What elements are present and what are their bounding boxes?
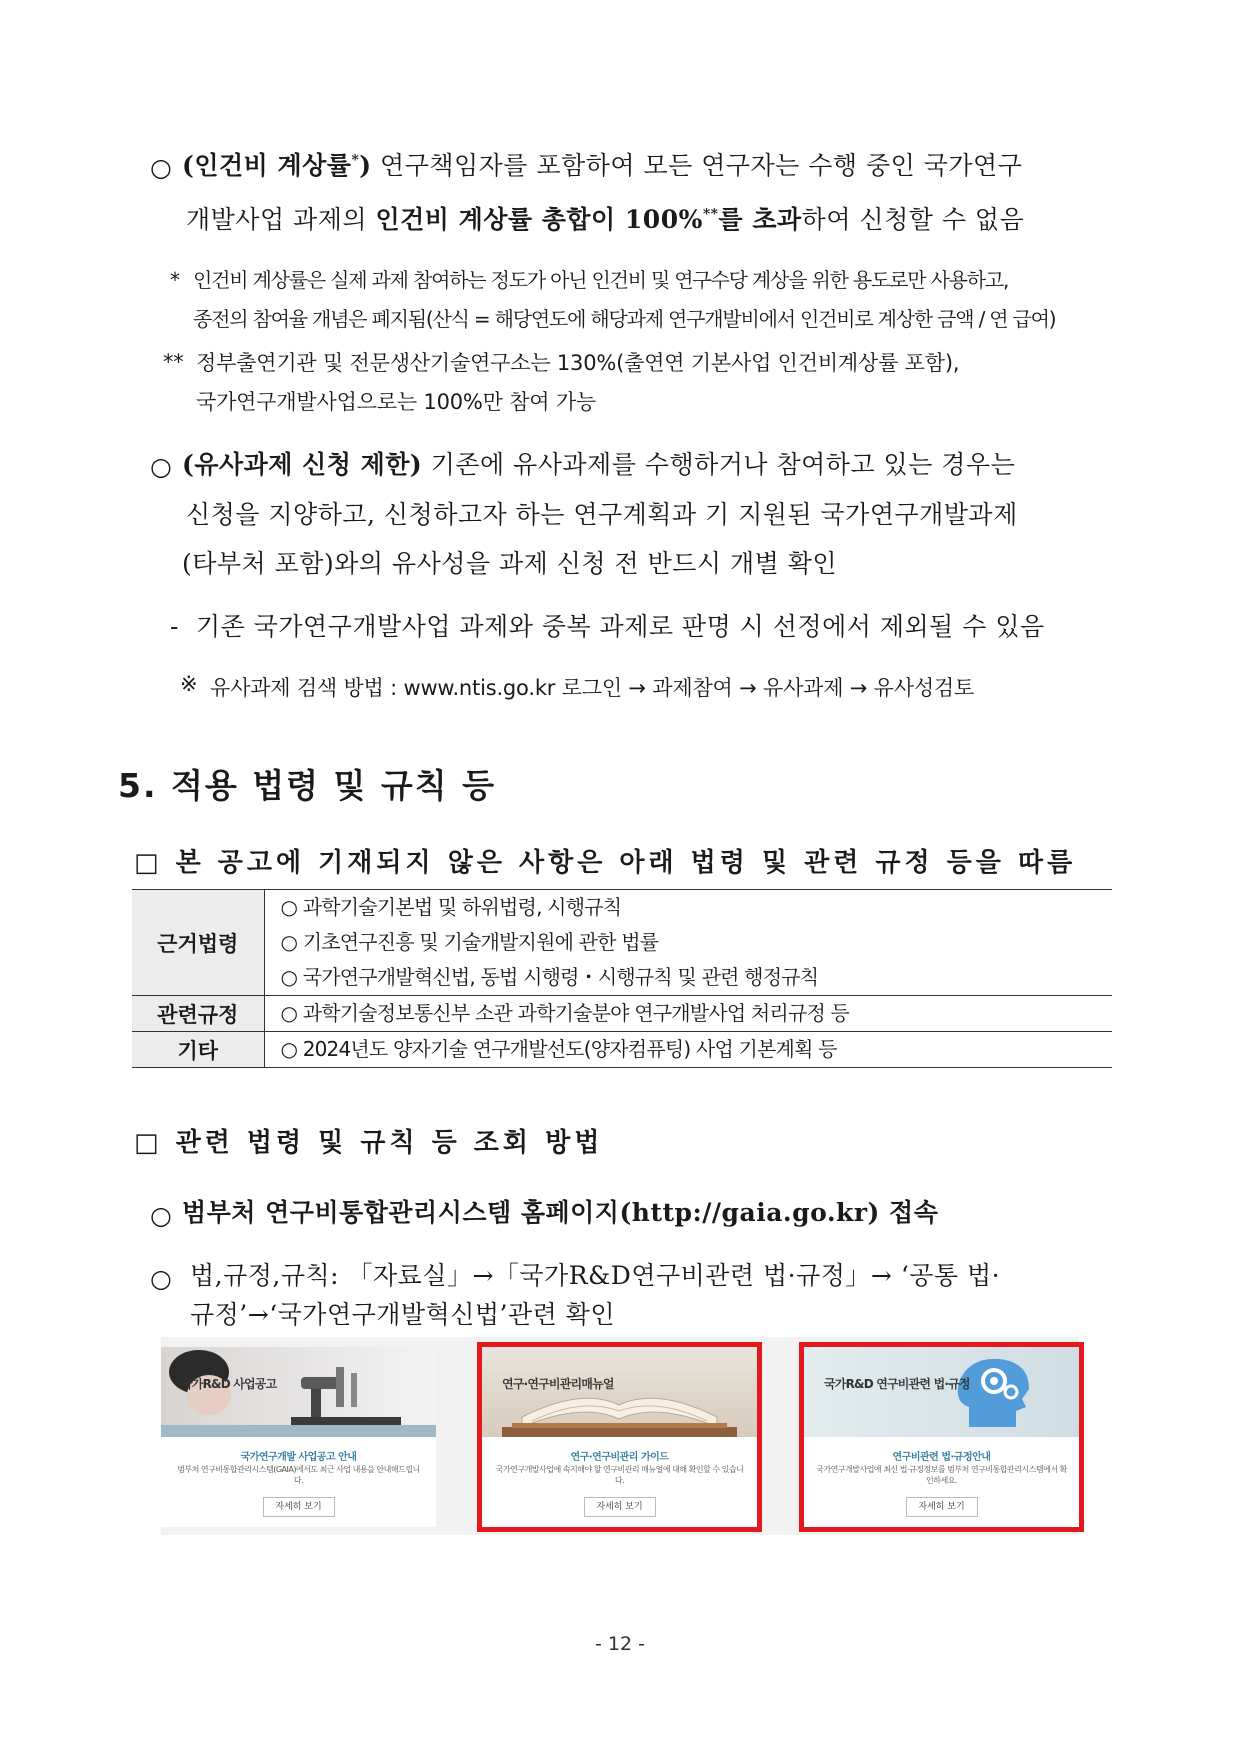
para2-lead: (유사과제 신청 제한)	[182, 450, 423, 479]
page-number: - 12 -	[595, 1633, 645, 1655]
note1-mark: *	[170, 268, 179, 292]
row-header: 기타	[132, 1032, 264, 1068]
card-description: 국가연구개발사업에 최신 법·규정정보를 범부처 연구비통합관리시스템에서 확인하세요.	[816, 1465, 1067, 1485]
note2-line1: 정부출연기관 및 전문생산기술연구소는 130%(출연연 기본사업 인건비계상률 포함),	[196, 351, 960, 375]
card-research-manual[interactable]	[482, 1347, 757, 1527]
note1-line1: 인건비 계상률은 실제 과제 참여하는 정도가 아닌 인건비 및 연구수당 계상을 위한 용도로만 사용하고,	[193, 268, 1009, 292]
law-item: ○ 과학기술기본법 및 하위법령, 시행규칙	[280, 895, 622, 919]
table-row	[132, 890, 1112, 996]
note2-line2: 국가연구개발사업으로는 100%만 참여 가능	[196, 390, 597, 414]
note2-mark: **	[163, 350, 184, 374]
para1-line2-pre: 개발사업 과제의	[186, 205, 376, 234]
para2-line1	[182, 452, 1015, 477]
law-item: ○ 과학기술정보통신부 소관 과학기술분야 연구개발사업 처리규정 등	[280, 1001, 850, 1025]
para1-line2-sup: **	[702, 206, 719, 223]
law-table	[132, 889, 1112, 1068]
lookup-path-line2: 규정’→‘국가연구개발혁신법’관련 확인	[190, 1300, 615, 1329]
bullet-circle: ○	[150, 1201, 172, 1230]
table-row	[132, 996, 1112, 1032]
section-title: 5. 적용 법령 및 규칙 등	[118, 766, 496, 805]
law-item: ○ 기초연구진흥 및 기술개발지원에 관한 법률	[280, 930, 659, 954]
card-subtitle: 연구비관련 법·규정안내	[892, 1452, 991, 1463]
row-header: 관련규정	[132, 996, 264, 1032]
details-button[interactable]: 자세히 보기	[584, 1497, 656, 1517]
bullet-circle: ○	[150, 1264, 172, 1293]
similar-project-search-guide: 유사과제 검색 방법 : www.ntis.go.kr 로그인 → 과제참여 → 유사과제 → 유사성검토	[210, 676, 975, 700]
table-row	[132, 1032, 1112, 1068]
bullet-circle: ○	[150, 452, 172, 481]
para2-dash: -	[170, 612, 179, 641]
row-body	[264, 996, 1112, 1032]
para1-line1	[182, 153, 1022, 178]
card-image-title: 국가R&D 사업공고	[181, 1377, 277, 1391]
lookup-path-line1: 법,규정,규칙: 「자료실」→「국가R&D연구비관련 법·규정」→ ‘공통 법·	[190, 1261, 1001, 1290]
lab-photo-image	[161, 1347, 436, 1437]
row-body	[264, 1032, 1112, 1068]
card-laws-regulations[interactable]	[804, 1347, 1079, 1527]
open-book-image	[482, 1347, 757, 1437]
box-heading-laws: □ 본 공고에 기재되지 않은 사항은 아래 법령 및 관련 규정 등을 따름	[134, 848, 1077, 878]
card-image-title: 연구·연구비관리매뉴얼	[502, 1377, 614, 1391]
card-description: 국가연구개발사업에 속지해야 할 연구비관리 매뉴얼에 대해 확인할 수 있습니다.	[495, 1465, 744, 1485]
para2-line2: 신청을 지양하고, 신청하고자 하는 연구계획과 기 지원된 국가연구개발과제	[186, 500, 1018, 529]
para2-line3: (타부처 포함)와의 유사성을 과제 신청 전 반드시 개별 확인	[182, 549, 838, 578]
card-image-title: 국가R&D 연구비관련 법·규정	[824, 1377, 970, 1391]
para1-line2	[186, 207, 1024, 232]
bullet-circle: ○	[150, 153, 172, 182]
para1-line2-post: 하여 신청할 수 없음	[801, 205, 1025, 234]
para2-dash-text: 기존 국가연구개발사업 과제와 중복 과제로 판명 시 선정에서 제외될 수 있음	[196, 612, 1045, 641]
gaia-screenshot	[161, 1337, 1079, 1535]
row-body	[264, 890, 1112, 996]
card-description: 범부처 연구비통합관리시스템(GAIA)에서도 최근 사업 내용을 안내해드립니다.	[177, 1465, 420, 1485]
law-item: ○ 2024년도 양자기술 연구개발선도(양자컴퓨팅) 사업 기본계획 등	[280, 1037, 837, 1061]
para1-lead: (인건비 계상률	[182, 151, 352, 180]
para1-line1-text: 연구책임자를 포함하여 모든 연구자는 수행 중인 국가연구	[371, 151, 1023, 180]
para1-lead-sup: *	[351, 152, 360, 169]
card-subtitle: 연구·연구비관리 가이드	[570, 1452, 669, 1463]
row-header: 근거법령	[132, 890, 264, 996]
gaia-homepage-instruction: 범부처 연구비통합관리시스템 홈페이지(http://gaia.go.kr) 접속	[182, 1198, 939, 1227]
para2-line1-text: 기존에 유사과제를 수행하거나 참여하고 있는 경우는	[422, 450, 1016, 479]
box-heading-lookup: □ 관련 법령 및 규칙 등 조회 방법	[134, 1128, 604, 1158]
reference-mark: ※	[180, 672, 198, 696]
law-item: ○ 국가연구개발혁신법, 동법 시행령・시행규칙 및 관련 행정규칙	[280, 965, 819, 989]
para1-line2-bold2: 를 초과	[718, 205, 802, 234]
details-button[interactable]: 자세히 보기	[906, 1497, 978, 1517]
head-gears-image	[804, 1347, 1079, 1437]
details-button[interactable]: 자세히 보기	[263, 1497, 335, 1517]
card-subtitle: 국가연구개발 사업공고 안내	[240, 1452, 357, 1463]
para1-line2-bold: 인건비 계상률 총합이 100%	[375, 205, 703, 234]
note1-line2: 종전의 참여율 개념은 폐지됨(산식 = 해당연도에 해당과제 연구개발비에서 인건비로 계상한 금액 / 연 급여)	[193, 307, 1056, 331]
card-rnd-announcement[interactable]	[161, 1347, 436, 1527]
para1-lead-close: )	[359, 151, 372, 180]
